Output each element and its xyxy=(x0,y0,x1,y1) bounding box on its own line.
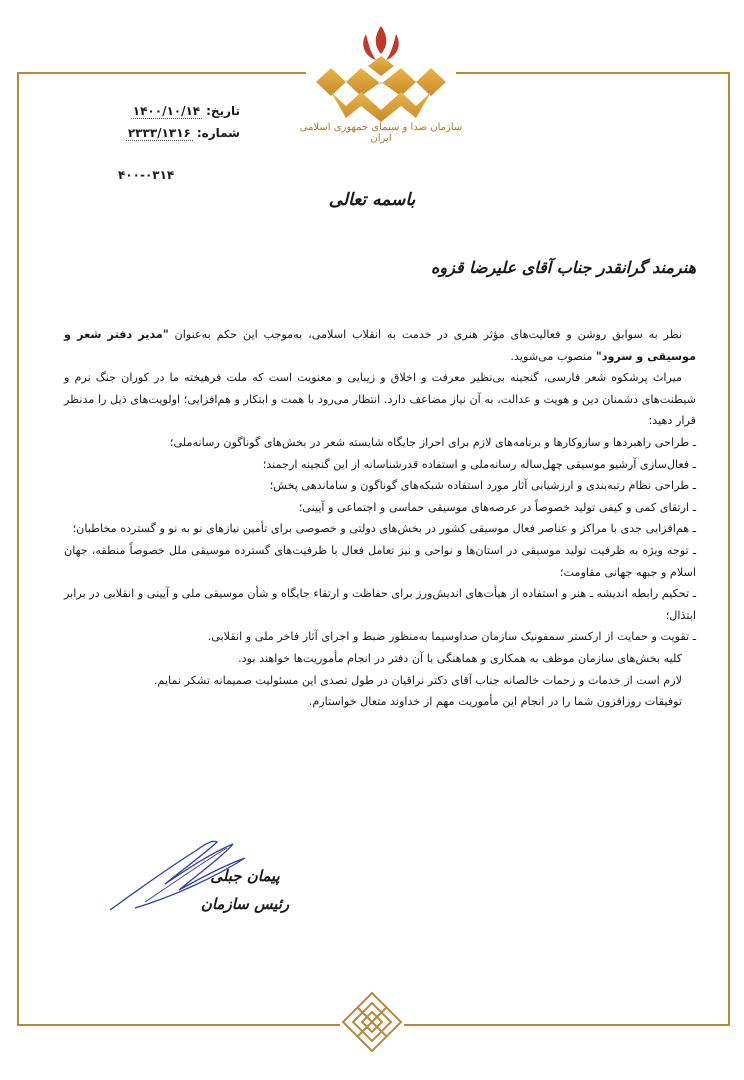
letter-meta xyxy=(100,100,240,144)
number-label: شماره: xyxy=(196,126,240,140)
priority-item: ـ هم‌افزایی جدی با مراکز و عناصر فعال موسیقی کشور در بخش‌های دولتی و خصوصی برای تأمین نیازهای نو به نو و گسترده مخاطبان؛ xyxy=(72,522,696,536)
number-value: ۲۳۳۳/۱۳۱۶ xyxy=(127,125,191,140)
signer-title: رئیس سازمان xyxy=(200,895,290,913)
date-value: ۱۴۰۰/۱۰/۱۴ xyxy=(132,103,201,118)
organization-name: سازمان صدا و سیمای جمهوری اسلامی ایران xyxy=(296,122,466,144)
intro-paragraph xyxy=(64,324,696,367)
appointed-role: "مدیر دفتر شعر و موسیقی و سرود" xyxy=(64,328,696,363)
number-row xyxy=(100,122,240,144)
closing-paragraph: توفیقات روزافزون شما را در انجام این مأموریت مهم از خداوند متعال خواستارم. xyxy=(308,695,682,709)
broadcaster-logo xyxy=(306,22,456,130)
priority-item: ـ ارتقای کمی و کیفی تولید خصوصاً در عرصه‌های موسیقی حماسی و اجتماعی و آیینی؛ xyxy=(298,500,696,514)
priority-item: ـ توجه ویژه به ظرفیت تولید موسیقی در استان‌ها و نواحی و نیز تعامل فعال با ظرفیت‌های گسترده موسیقی ملل خصوصاً منطقه، جهان اسلام و جبهه جهانی مقاومت؛ xyxy=(64,543,696,579)
priority-item: ـ طراحی نظام رتبه‌بندی و ارزشیابی آثار مورد استفاده شبکه‌های گوناگون و ساماندهی پخش؛ xyxy=(269,479,696,493)
heritage-paragraph: میراث پرشکوه شعر فارسی، گنجینه بی‌نظیر معرفت و اخلاق و زیبایی و معنویت است که ملت فرهیخته ما در کوران جنگ نرم و شیطنت‌های دشمنان دین و هویت و عدالت، به آن نیاز مضاعف دارد. انتظار می‌رود با همت و ابتکار و هم‌افزایی؛ اولویت‌های ذیل را مدنظر قرار دهید: xyxy=(64,371,696,428)
gratitude-paragraph: لازم است از خدمات و زحمات خالصانه جناب آقای دکتر نراقیان در طول تصدی این مسئولیت صمیمانه تشکر نمایم. xyxy=(153,673,682,687)
priority-item: ـ طراحی راهبردها و سازوکارها و برنامه‌های لازم برای احراز جایگاه شایسته شعر در بخش‌های گوناگون رسانه‌ملی؛ xyxy=(169,435,696,449)
signer-block xyxy=(200,862,290,918)
date-row xyxy=(100,100,240,122)
intro-end: منصوب می‌شوید. xyxy=(510,349,596,363)
ornament-icon xyxy=(340,990,404,1054)
priority-item: ـ تقویت و حمایت از ارکستر سمفونیک سازمان صداوسیما به‌منظور ضبط و اجرای آثار فاخر ملی و انقلابی. xyxy=(207,630,696,644)
signer-name: پیمان جبلی xyxy=(210,867,280,885)
date-label: تاریخ: xyxy=(206,104,240,118)
addressee: هنرمند گرانقدر جناب آقای علیرضا قزوه xyxy=(431,258,696,277)
priority-item: ـ فعال‌سازی آرشیو موسیقی چهل‌ساله رسانه‌ملی و استفاده قدرشناسانه از این گنجینه ارجمند؛ xyxy=(262,457,696,471)
letter-body xyxy=(64,324,696,713)
invocation: باسمه تعالی xyxy=(328,190,416,210)
letter-code: ۴۰۰-۰۳۱۴ xyxy=(118,168,175,182)
priority-item: ـ تحکیم رابطه اندیشه ـ هنر و استفاده از هیأت‌های اندیش‌ورز برای حفاظت و ارتقاء جایگاه و شأن موسیقی ملی و آیینی و انقلابی در برابر ابتذال؛ xyxy=(64,587,696,622)
intro-text: نظر به سوابق روشن و فعالیت‌های مؤثر هنری در خدمت به انقلاب اسلامی، به‌موجب این حکم به‌عنوان xyxy=(168,328,683,341)
cooperation-paragraph: کلیه بخش‌های سازمان موظف به همکاری و هماهنگی با آن دفتر در انجام مأموریت‌ها خواهند بود. xyxy=(238,651,682,665)
